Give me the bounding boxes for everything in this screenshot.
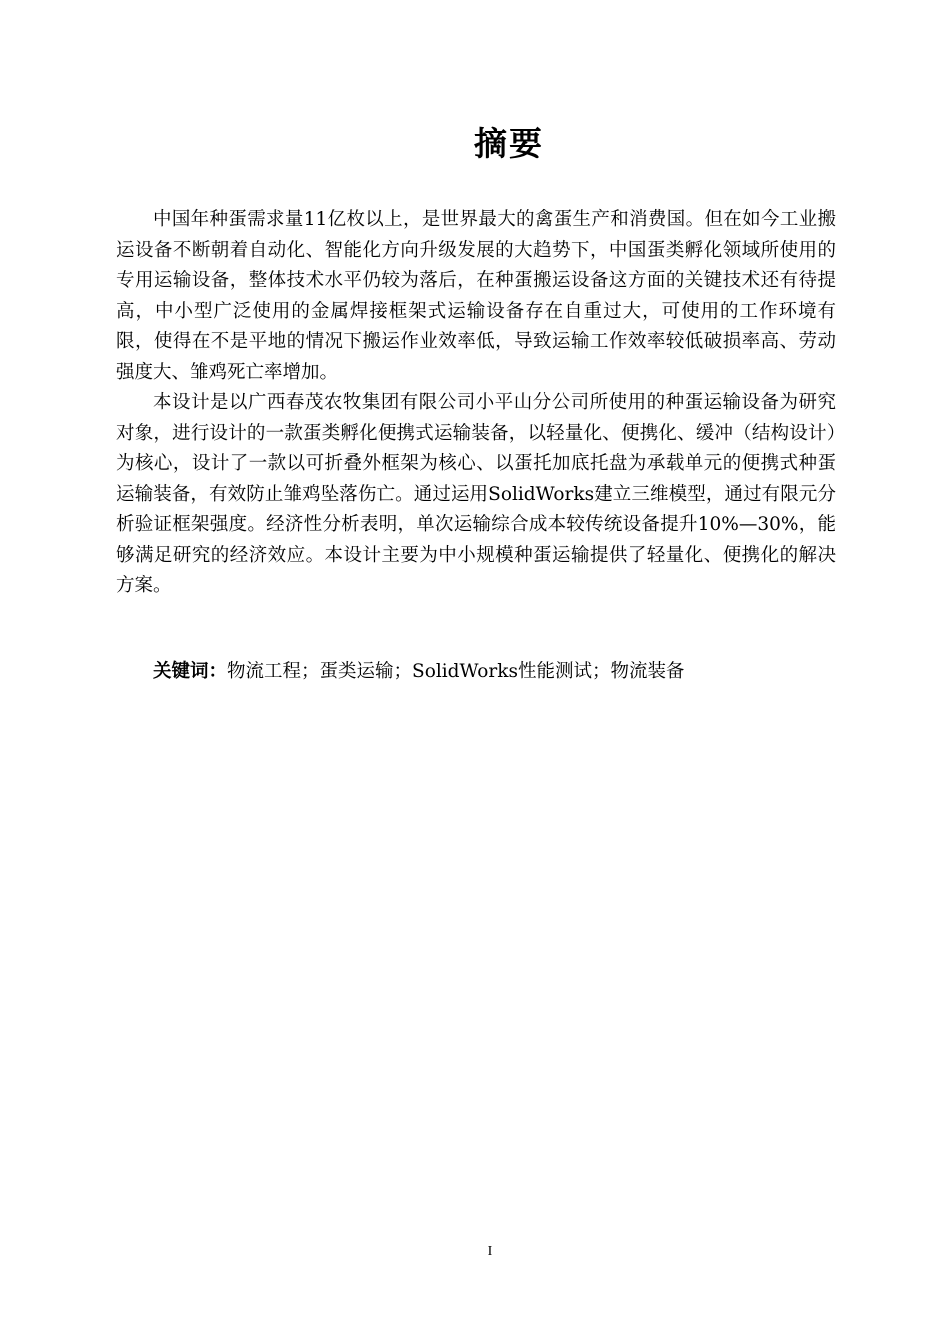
keywords-label: 关键词： [153,661,228,682]
page-title: 摘要 [474,124,544,163]
abstract-body [116,205,836,602]
abstract-paragraph-2: 本设计是以广西春茂农牧集团有限公司小平山分公司所使用的种蛋运输设备为研究对象，进行设计的一款蛋类孵化便携式运输装备，以轻量化、便携化、缓冲（结构设计）为核心，设计了一款以可折叠外框架为核心、以蛋托加底托盘为承载单元的便携式种蛋运输装备，有效防止雏鸡坠落伤亡。通过运用SolidWorks建立三维模型，通过有限元分析验证框架强度。经济性分析表明，单次运输综合成本较传统设备提升10%—30%，能够满足研究的经济效应。本设计主要为中小规模种蛋运输提供了轻量化、便携化的解决方案。 [116,392,836,596]
keywords-text: 物流工程；蛋类运输；SolidWorks性能测试；物流装备 [227,661,685,682]
page-number: I [487,1244,493,1259]
abstract-paragraph-1: 中国年种蛋需求量11亿枚以上，是世界最大的禽蛋生产和消费国。但在如今工业搬运设备不断朝着自动化、智能化方向升级发展的大趋势下，中国蛋类孵化领域所使用的专用运输设备，整体技术水平仍较为落后，在种蛋搬运设备这方面的关键技术还有待提高，中小型广泛使用的金属焊接框架式运输设备存在自重过大，可使用的工作环境有限，使得在不是平地的情况下搬运作业效率低，导致运输工作效率较低破损率高、劳动强度大、雏鸡死亡率增加。 [116,209,836,383]
keywords-line [153,657,843,687]
